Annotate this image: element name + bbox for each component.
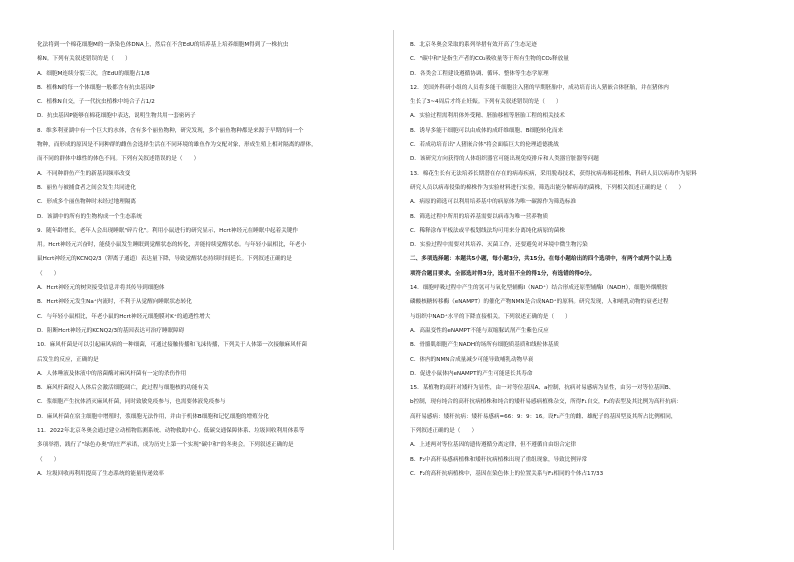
text-line: 磷酸核糖转移酶（eNAMPT）的催化产物NMN是合成NAD⁺的原料。研究发现，人和哺乳动物的衰老过程 xyxy=(410,299,669,306)
text-line: 下列叙述正确的是（ ） xyxy=(410,428,478,435)
text-line: C．与年轻小鼠相比，年老小鼠的Hcrt神经元细胞膜对K⁺的通透性增大 xyxy=(37,313,211,320)
text-line: 多项举措，践行了"绿色办奥"的庄严承诺，成为历史上第一个实现"碳中和"的冬奥会。下列叙述正确的是 xyxy=(37,442,294,449)
text-line: 生长了3~4周后才终止妊娠。下列有关叙述错误的是（ ） xyxy=(410,99,562,106)
text-line: 而不同的群体中雄性的体色不同。下列有关叙述错误的是（ ） xyxy=(37,156,200,163)
text-line: D．促进小鼠体内eNAMPT的产生可能延长其寿命 xyxy=(410,370,533,377)
text-line: C．体内的NMN合成量减少可能导致哺乳动物早衰 xyxy=(410,356,534,363)
text-line: B．F₂中高秆易感病植株和矮秆抗病植株出现了重组现象，导致比例异常 xyxy=(410,456,588,463)
left-column xyxy=(37,38,381,481)
text-line: A．人体唾液及体液中的溶菌酶对麻风杆菌有一定的杀伤作用 xyxy=(37,370,187,377)
text-line: A．实验过程需利用体外受精、胚胎移植等胚胎工程的相关技术 xyxy=(410,113,565,120)
text-line: 棉N。下列有关叙述错误的是（ ） xyxy=(37,56,131,63)
text-line: （ ） xyxy=(37,456,60,463)
text-line: A．Hcrt神经元的树突接受信息并将其传导到细胞体 xyxy=(37,285,165,292)
text-line: B．骨骼肌细胞产生NADH的场所有细胞质基质和线粒体基质 xyxy=(410,342,560,349)
text-line: C．浆细胞产生抗体消灭麻风杆菌，同时致敏免疫参与，也需要体液免疫参与 xyxy=(37,399,226,406)
text-line: A．细胞M连续分裂三次，含EdU的细胞占1/8 xyxy=(37,70,150,77)
text-line: 鼠Hcrt神经元的KCNQ2/3（钾离子通道）表达量下降，导致觉醒状态持续时间延长。下列叙述正确的是 xyxy=(37,256,292,263)
text-line: 二、多项选择题：本题共5小题，每小题3分，共15分。在每小题给出的四个选项中，有两个或两个以上选 xyxy=(410,256,672,263)
text-line: D．抗虫基因P能够在棉花细胞中表达，说明生物共用一套密码子 xyxy=(37,113,196,120)
text-line: D．实验过程中需要对其培养、灭菌工作，还要避免对环境中微生物污染 xyxy=(410,242,588,249)
text-line: 14．细胞呼吸过程中产生的氢可与氧化型辅酶Ⅰ（NAD⁺）结合形成还原型辅酶Ⅰ（NADH），细胞外烟酰胺 xyxy=(410,285,668,292)
text-line: C．形成多个丽鱼物种时未经过地理隔离 xyxy=(37,199,137,206)
text-line: 与组织中NAD⁺水平的下降直接相关。下列叙述正确的是（ ） xyxy=(410,313,571,320)
right-column xyxy=(410,38,754,481)
text-line: 10．麻风杆菌是可以引起麻风病的一种细菌，可通过接触传播和飞沫传播，下列关于人体第一次接触麻风杆菌 xyxy=(37,342,308,349)
text-line: C．植株N自交，子一代抗虫植株中纯合子占1/2 xyxy=(37,99,155,106)
text-line: C．F₂的高秆抗病植株中，基因在染色体上的位置关系与F₁相同的个体占17/33 xyxy=(410,470,604,477)
text-line: D．麻风杆菌在宿主细胞中增殖时，浆细胞无法作用，并由于机体B细胞和记忆细胞的增殖分化 xyxy=(37,413,269,420)
text-line: B．筛选过程中所用的培养基需要以病毒为唯一营养物质 xyxy=(410,213,549,220)
text-line: B．诱导多能干细胞可以由成体的成纤维细胞、B细胞转化而来 xyxy=(410,127,564,134)
text-line: D．阻断Hcrt神经元的KCNQ2/3的基因表达可治疗睡眠障碍 xyxy=(37,327,185,334)
text-line: 12．美国外科研小组的人员将多能干细胞注入猪的早期胚胎中，成功培育出人猪嵌合体胚胎，并在猪体内 xyxy=(410,84,669,91)
text-line: A．垃圾回收再利用提高了生态系统的能量传递效率 xyxy=(37,470,164,477)
text-line: D．该湖中的所有的生物构成一个生态系统 xyxy=(37,213,142,220)
text-line: 化法将到一个棉花细胞M的一条染色体DNA上，然后在不含EdU的培养基上培养细胞M得到了一株抗虫 xyxy=(37,42,289,48)
text-line: B．Hcrt神经元发生Na⁺内流时，不利于从觉醒向睡眠状态转化 xyxy=(37,299,192,306)
column-divider xyxy=(393,30,394,550)
text-line: b控制，现有纯合的高秆抗病植株和纯合的矮秆易感病植株杂交，所得F₁自交，F₂的表型及其比例为高秆抗病： xyxy=(410,399,682,406)
text-line: 后发生的反应，正确的是 xyxy=(37,356,99,363)
text-line: A．上述两对等位基因的遗传遵循分离定律，但不遵循自由组合定律 xyxy=(410,442,577,449)
text-line: C．若成功培育出"人猪嵌合体"将会面临巨大的伦理道德挑战 xyxy=(410,142,559,149)
text-line: B．植株N的每一个体细胞一般都含有抗虫基因P xyxy=(37,84,155,91)
text-line: 高秆易感病：矮秆抗病：矮秆易感病=66：9：9：16。设F₁产生的雌、雄配子的基因型及其所占比例相同， xyxy=(410,413,677,420)
text-line: 15．某植物的高秆对矮秆为显性，由一对等位基因A、a控制，抗病对易感病为显性，由另一对等位基因B、 xyxy=(410,385,675,392)
text-line: B．麻风杆菌侵入人体后会激活细胞凋亡，此过程与细胞核的功能有关 xyxy=(37,385,209,392)
text-line: B．丽鱼与被捕食者之间会发生共同进化 xyxy=(37,184,136,191)
text-line: B．北京冬奥会采取的系列举措有效开高了生态足迹 xyxy=(410,42,537,48)
text-line: C．"碳中和"是指生产者的CO₂吸收量等于所有生物的CO₂释放量 xyxy=(410,56,569,63)
text-line: 8．维多利亚湖中有一个巨大的水体，含有多个丽鱼物种，研究发现，多个丽鱼物种都是来源于早期的同一个 xyxy=(37,127,304,134)
text-line: D．各类会工程建设遵循协调、循环、整体等生态学原理 xyxy=(410,70,549,77)
text-line: C．稀释涂布平板法或平板划线法均可用来分离纯化病原的菌株 xyxy=(410,227,565,234)
text-line: 11．2022年北京冬奥会通过建立动植物监测系统、动物救助中心、低碳交通保障体系、垃圾回收利用体系等 xyxy=(37,428,305,435)
text-line: 13．棉花生长有无法培养长期潜在存在的病毒疾病，采用脱毒技术，获得抗病毒棉花植株，科研人员以病毒作为原料 xyxy=(410,170,697,177)
text-line: A．病原的筛选可以利用培养基中的病原体为唯一碳源作为筛选标准 xyxy=(410,199,577,206)
text-line: A．不同种群鱼产生的新基因频率改变 xyxy=(37,170,131,177)
text-line: 9．随年龄增长，老年人会出现睡眠"碎片化"。利用小鼠进行的研究显示，Hcrt神经元在睡眠中起着关键作 xyxy=(37,227,299,234)
text-line: 项符合题目要求。全部选对得3分，选对但不全的得1分，有选错的得0分。 xyxy=(410,270,596,277)
text-line: 研究人员以病毒侵染的棉株作为实验材料进行实验，筛选出能分解病毒的菌株，下列相关叙述正确的是（ ） xyxy=(410,184,685,191)
text-line: A．高温变性的eNAMPT不能与双缩脲试剂产生紫色反应 xyxy=(410,327,549,334)
text-line: 物种，而形成的原因是不同种群的雌鱼会选择生活在不同环境的雄鱼作为交配对象，形成生殖上相对隔离的群体， xyxy=(37,142,317,149)
text-line: 用。Hcrt神经元兴奋时，能使小鼠发生睡眠到觉醒状态的转化，并能持续觉醒状态。与年轻小鼠相比，年老小 xyxy=(37,242,307,249)
text-line: （ ） xyxy=(37,270,60,277)
text-line: D．该研究方向获得的人体组织器官可能出现免疫排斥和人类器官脏器等问题 xyxy=(410,156,599,163)
